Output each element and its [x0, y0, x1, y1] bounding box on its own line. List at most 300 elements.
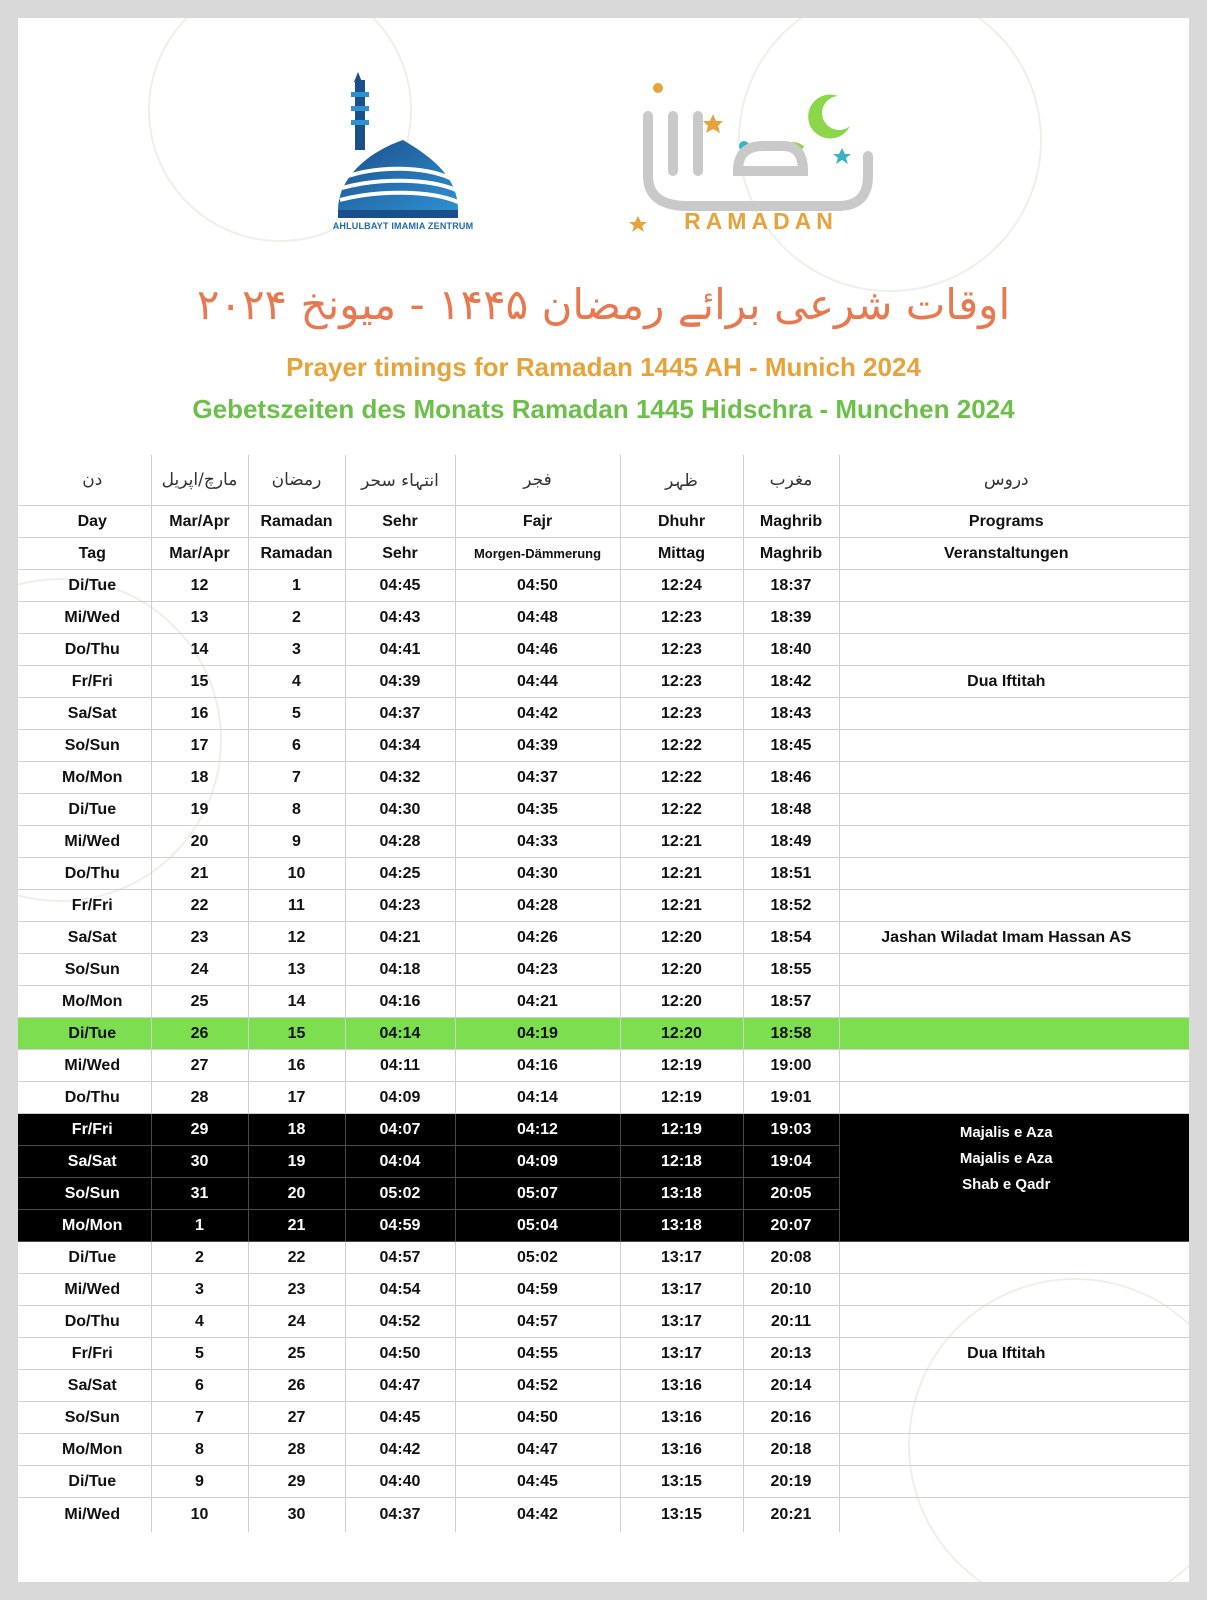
- program-cell: Dua Iftitah: [839, 666, 1189, 698]
- ramadan-cell: 13: [248, 954, 345, 986]
- ramadan-cell: 11: [248, 890, 345, 922]
- program-cell: [839, 858, 1189, 890]
- day-cell: Mi/Wed: [18, 602, 151, 634]
- fajr-cell: 04:42: [455, 1498, 620, 1533]
- dhuhr-cell: 12:23: [620, 666, 743, 698]
- sehr-cell: 04:45: [345, 570, 455, 602]
- mosque-dome-logo: [318, 70, 488, 260]
- dhuhr-cell: 12:18: [620, 1146, 743, 1178]
- program-cell: [839, 1498, 1189, 1533]
- table-row: [18, 1498, 1189, 1533]
- table-row: [18, 570, 1189, 602]
- maghrib-cell: 18:42: [743, 666, 839, 698]
- program-cell: Dua Iftitah: [839, 1338, 1189, 1370]
- program-cell: [839, 602, 1189, 634]
- program-cell: [839, 730, 1189, 762]
- date-cell: 21: [151, 858, 248, 890]
- sehr-cell: 04:57: [345, 1242, 455, 1274]
- maghrib-cell: 18:40: [743, 634, 839, 666]
- date-cell: 3: [151, 1274, 248, 1306]
- dhuhr-cell: 13:17: [620, 1338, 743, 1370]
- header-cell-sehr: Sehr: [345, 538, 455, 570]
- dhuhr-cell: 13:17: [620, 1306, 743, 1338]
- table-row: [18, 1274, 1189, 1306]
- fajr-cell: 04:09: [455, 1146, 620, 1178]
- sehr-cell: 04:14: [345, 1018, 455, 1050]
- dhuhr-cell: 13:18: [620, 1210, 743, 1242]
- ramadan-cell: 6: [248, 730, 345, 762]
- maghrib-cell: 20:10: [743, 1274, 839, 1306]
- table-row: [18, 1434, 1189, 1466]
- date-cell: 25: [151, 986, 248, 1018]
- maghrib-cell: 18:46: [743, 762, 839, 794]
- ramadan-cell: 1: [248, 570, 345, 602]
- ramadan-cell: 7: [248, 762, 345, 794]
- sehr-cell: 04:54: [345, 1274, 455, 1306]
- day-cell: Mi/Wed: [18, 826, 151, 858]
- fajr-cell: 04:42: [455, 698, 620, 730]
- table-row: [18, 1018, 1189, 1050]
- dhuhr-cell: 12:20: [620, 922, 743, 954]
- sehr-cell: 04:59: [345, 1210, 455, 1242]
- header-cell-fajr: Fajr: [455, 506, 620, 538]
- fajr-cell: 04:30: [455, 858, 620, 890]
- header-cell-maghrib: Maghrib: [743, 506, 839, 538]
- sehr-cell: 04:09: [345, 1082, 455, 1114]
- header-cell-date: Mar/Apr: [151, 538, 248, 570]
- logo-caption: AHLULBAYT IMAMIA ZENTRUM: [332, 221, 474, 231]
- program-cell: [839, 1402, 1189, 1434]
- program-cell: [839, 1242, 1189, 1274]
- date-cell: 8: [151, 1434, 248, 1466]
- day-cell: So/Sun: [18, 1402, 151, 1434]
- table-row: [18, 602, 1189, 634]
- table-row: [18, 1114, 1189, 1146]
- program-cell: [839, 890, 1189, 922]
- sehr-cell: 04:50: [345, 1338, 455, 1370]
- table-row: [18, 1082, 1189, 1114]
- header-cell-maghrib: Maghrib: [743, 538, 839, 570]
- dhuhr-cell: 13:15: [620, 1498, 743, 1533]
- sehr-cell: 04:37: [345, 698, 455, 730]
- fajr-cell: 05:02: [455, 1242, 620, 1274]
- day-cell: Mo/Mon: [18, 1434, 151, 1466]
- maghrib-cell: 20:21: [743, 1498, 839, 1533]
- program-item: Majalis e Aza: [959, 1124, 1053, 1141]
- sehr-cell: 04:25: [345, 858, 455, 890]
- header-cell-program: دروس: [839, 455, 1189, 506]
- day-cell: Fr/Fri: [18, 1338, 151, 1370]
- date-cell: 17: [151, 730, 248, 762]
- fajr-cell: 04:28: [455, 890, 620, 922]
- table-row: [18, 1402, 1189, 1434]
- sehr-cell: 04:28: [345, 826, 455, 858]
- sehr-cell: 04:42: [345, 1434, 455, 1466]
- date-cell: 30: [151, 1146, 248, 1178]
- ramadan-cell: 15: [248, 1018, 345, 1050]
- maghrib-cell: 20:16: [743, 1402, 839, 1434]
- dhuhr-cell: 13:16: [620, 1402, 743, 1434]
- date-cell: 12: [151, 570, 248, 602]
- program-cell: [839, 1306, 1189, 1338]
- dhuhr-cell: 13:16: [620, 1370, 743, 1402]
- table-row: [18, 954, 1189, 986]
- program-cell: [839, 698, 1189, 730]
- maghrib-cell: 18:54: [743, 922, 839, 954]
- table-row: [18, 1370, 1189, 1402]
- day-cell: Sa/Sat: [18, 1370, 151, 1402]
- date-cell: 5: [151, 1338, 248, 1370]
- maghrib-cell: 20:08: [743, 1242, 839, 1274]
- maghrib-cell: 18:55: [743, 954, 839, 986]
- maghrib-cell: 18:49: [743, 826, 839, 858]
- program-cell: [839, 634, 1189, 666]
- maghrib-cell: 20:13: [743, 1338, 839, 1370]
- header-cell-day: دن: [18, 455, 151, 506]
- date-cell: 24: [151, 954, 248, 986]
- dhuhr-cell: 13:16: [620, 1434, 743, 1466]
- dhuhr-cell: 13:18: [620, 1178, 743, 1210]
- maghrib-cell: 19:01: [743, 1082, 839, 1114]
- header-cell-fajr: فجر: [455, 455, 620, 506]
- ramadan-cell: 8: [248, 794, 345, 826]
- program-cell: Jashan Wiladat Imam Hassan AS: [839, 922, 1189, 954]
- fajr-cell: 04:52: [455, 1370, 620, 1402]
- header-cell-date: Mar/Apr: [151, 506, 248, 538]
- fajr-cell: 05:07: [455, 1178, 620, 1210]
- day-cell: So/Sun: [18, 954, 151, 986]
- header-cell-fajr: Morgen-Dämmerung: [455, 538, 620, 570]
- date-cell: 18: [151, 762, 248, 794]
- date-cell: 31: [151, 1178, 248, 1210]
- german-title: Gebetszeiten des Monats Ramadan 1445 Hidschra - Munchen 2024: [192, 394, 1015, 424]
- sehr-cell: 04:04: [345, 1146, 455, 1178]
- dhuhr-cell: 12:20: [620, 986, 743, 1018]
- date-cell: 15: [151, 666, 248, 698]
- day-cell: Mi/Wed: [18, 1498, 151, 1533]
- dhuhr-cell: 13:17: [620, 1274, 743, 1306]
- program-item: Shab e Qadr: [962, 1176, 1051, 1193]
- program-item: Majalis e Aza: [959, 1150, 1053, 1167]
- date-cell: 23: [151, 922, 248, 954]
- dhuhr-cell: 12:19: [620, 1050, 743, 1082]
- fajr-cell: 04:37: [455, 762, 620, 794]
- day-cell: Sa/Sat: [18, 698, 151, 730]
- program-cell: [839, 954, 1189, 986]
- day-cell: Fr/Fri: [18, 890, 151, 922]
- sehr-cell: 04:43: [345, 602, 455, 634]
- header-cell-dhuhr: ظہر: [620, 455, 743, 506]
- fajr-cell: 04:33: [455, 826, 620, 858]
- date-cell: 2: [151, 1242, 248, 1274]
- dhuhr-cell: 12:22: [620, 762, 743, 794]
- dhuhr-cell: 12:24: [620, 570, 743, 602]
- maghrib-cell: 18:57: [743, 986, 839, 1018]
- maghrib-cell: 18:37: [743, 570, 839, 602]
- maghrib-cell: 19:00: [743, 1050, 839, 1082]
- table-row: [18, 634, 1189, 666]
- fajr-cell: 04:23: [455, 954, 620, 986]
- ramadan-cell: 19: [248, 1146, 345, 1178]
- table-row: [18, 1050, 1189, 1082]
- fajr-cell: 04:55: [455, 1338, 620, 1370]
- ramadan-cell: 4: [248, 666, 345, 698]
- ramadan-cell: 20: [248, 1178, 345, 1210]
- program-cell: [839, 1466, 1189, 1498]
- sehr-cell: 04:21: [345, 922, 455, 954]
- day-cell: Do/Thu: [18, 858, 151, 890]
- date-cell: 16: [151, 698, 248, 730]
- date-cell: 1: [151, 1210, 248, 1242]
- sehr-cell: 04:07: [345, 1114, 455, 1146]
- day-cell: Sa/Sat: [18, 922, 151, 954]
- table-row: [18, 794, 1189, 826]
- fajr-cell: 04:47: [455, 1434, 620, 1466]
- day-cell: Mo/Mon: [18, 762, 151, 794]
- table-row: [18, 1338, 1189, 1370]
- header-cell-ramadan: رمضان: [248, 455, 345, 506]
- table-row: [18, 826, 1189, 858]
- day-cell: Di/Tue: [18, 1242, 151, 1274]
- dhuhr-cell: 12:23: [620, 634, 743, 666]
- day-cell: Mi/Wed: [18, 1050, 151, 1082]
- header-cell-date: مارچ/اپریل: [151, 455, 248, 506]
- ramadan-cell: 5: [248, 698, 345, 730]
- ramadan-cell: 22: [248, 1242, 345, 1274]
- program-cell: [839, 1082, 1189, 1114]
- fajr-cell: 04:16: [455, 1050, 620, 1082]
- program-cell: [839, 570, 1189, 602]
- program-cell: [839, 1018, 1189, 1050]
- header-cell-maghrib: مغرب: [743, 455, 839, 506]
- header-cell-ramadan: Ramadan: [248, 506, 345, 538]
- header-row-german: [18, 538, 1189, 570]
- table-row: [18, 1306, 1189, 1338]
- maghrib-cell: 20:07: [743, 1210, 839, 1242]
- day-cell: Di/Tue: [18, 1466, 151, 1498]
- table-row: [18, 762, 1189, 794]
- ramadan-cell: 28: [248, 1434, 345, 1466]
- day-cell: Di/Tue: [18, 570, 151, 602]
- dhuhr-cell: 12:21: [620, 826, 743, 858]
- sehr-cell: 04:34: [345, 730, 455, 762]
- dhuhr-cell: 12:19: [620, 1114, 743, 1146]
- maghrib-cell: 19:04: [743, 1146, 839, 1178]
- sehr-cell: 04:23: [345, 890, 455, 922]
- day-cell: So/Sun: [18, 1178, 151, 1210]
- fajr-cell: 04:57: [455, 1306, 620, 1338]
- fajr-cell: 04:12: [455, 1114, 620, 1146]
- header-cell-ramadan: Ramadan: [248, 538, 345, 570]
- prayer-timetable: [18, 455, 1189, 1532]
- sehr-cell: 05:02: [345, 1178, 455, 1210]
- sehr-cell: 04:40: [345, 1466, 455, 1498]
- ramadan-cell: 24: [248, 1306, 345, 1338]
- header-row-urdu: [18, 455, 1189, 506]
- ramadan-cell: 18: [248, 1114, 345, 1146]
- day-cell: So/Sun: [18, 730, 151, 762]
- maghrib-cell: 20:18: [743, 1434, 839, 1466]
- dhuhr-cell: 12:22: [620, 730, 743, 762]
- sehr-cell: 04:11: [345, 1050, 455, 1082]
- date-cell: 7: [151, 1402, 248, 1434]
- table-row: [18, 858, 1189, 890]
- fajr-cell: 04:21: [455, 986, 620, 1018]
- maghrib-cell: 19:03: [743, 1114, 839, 1146]
- day-cell: Mi/Wed: [18, 1274, 151, 1306]
- maghrib-cell: 18:48: [743, 794, 839, 826]
- date-cell: 6: [151, 1370, 248, 1402]
- day-cell: Do/Thu: [18, 634, 151, 666]
- ramadan-cell: 14: [248, 986, 345, 1018]
- ramadan-cell: 30: [248, 1498, 345, 1533]
- dhuhr-cell: 12:23: [620, 602, 743, 634]
- date-cell: 4: [151, 1306, 248, 1338]
- dhuhr-cell: 12:20: [620, 1018, 743, 1050]
- table-row: [18, 698, 1189, 730]
- fajr-cell: 04:19: [455, 1018, 620, 1050]
- ramadan-cell: 16: [248, 1050, 345, 1082]
- day-cell: Do/Thu: [18, 1306, 151, 1338]
- timetable-sheet: [18, 18, 1189, 1582]
- fajr-cell: 04:39: [455, 730, 620, 762]
- ramadan-cell: 29: [248, 1466, 345, 1498]
- sehr-cell: 04:37: [345, 1498, 455, 1533]
- header-cell-program: Programs: [839, 506, 1189, 538]
- urdu-title: اوقات شرعی برائے رمضان ۱۴۴۵ - میونخ ۲۰۲۴: [196, 280, 1011, 329]
- maghrib-cell: 20:05: [743, 1178, 839, 1210]
- program-cell-block: [839, 1114, 1189, 1242]
- sehr-cell: 04:39: [345, 666, 455, 698]
- fajr-cell: 04:35: [455, 794, 620, 826]
- program-cell: [839, 1050, 1189, 1082]
- dhuhr-cell: 13:15: [620, 1466, 743, 1498]
- ramadan-cell: 27: [248, 1402, 345, 1434]
- fajr-cell: 04:26: [455, 922, 620, 954]
- date-cell: 26: [151, 1018, 248, 1050]
- header-cell-sehr: Sehr: [345, 506, 455, 538]
- table-row: [18, 730, 1189, 762]
- program-cell: [839, 1434, 1189, 1466]
- maghrib-cell: 18:43: [743, 698, 839, 730]
- fajr-cell: 05:04: [455, 1210, 620, 1242]
- ramadan-cell: 25: [248, 1338, 345, 1370]
- date-cell: 14: [151, 634, 248, 666]
- date-cell: 19: [151, 794, 248, 826]
- fajr-cell: 04:46: [455, 634, 620, 666]
- ramadan-cell: 23: [248, 1274, 345, 1306]
- program-cell: [839, 826, 1189, 858]
- ramadan-cell: 9: [248, 826, 345, 858]
- maghrib-cell: 18:52: [743, 890, 839, 922]
- sehr-cell: 04:47: [345, 1370, 455, 1402]
- dhuhr-cell: 12:23: [620, 698, 743, 730]
- day-cell: Di/Tue: [18, 1018, 151, 1050]
- table-row: [18, 922, 1189, 954]
- sehr-cell: 04:18: [345, 954, 455, 986]
- fajr-cell: 04:50: [455, 570, 620, 602]
- fajr-cell: 04:48: [455, 602, 620, 634]
- maghrib-cell: 18:51: [743, 858, 839, 890]
- dhuhr-cell: 12:22: [620, 794, 743, 826]
- day-cell: Do/Thu: [18, 1082, 151, 1114]
- ramadan-calligraphy-logo: [618, 66, 888, 266]
- ramadan-cell: 3: [248, 634, 345, 666]
- date-cell: 27: [151, 1050, 248, 1082]
- sehr-cell: 04:52: [345, 1306, 455, 1338]
- table-row: [18, 1466, 1189, 1498]
- sehr-cell: 04:41: [345, 634, 455, 666]
- day-cell: Sa/Sat: [18, 1146, 151, 1178]
- program-cell: [839, 986, 1189, 1018]
- header-cell-day: Day: [18, 506, 151, 538]
- header-cell-sehr: انتہاء سحر: [345, 455, 455, 506]
- english-title: Prayer timings for Ramadan 1445 AH - Munich 2024: [286, 352, 921, 382]
- ramadan-cell: 21: [248, 1210, 345, 1242]
- maghrib-cell: 18:58: [743, 1018, 839, 1050]
- dhuhr-cell: 12:20: [620, 954, 743, 986]
- fajr-cell: 04:14: [455, 1082, 620, 1114]
- dhuhr-cell: 12:19: [620, 1082, 743, 1114]
- header-cell-day: Tag: [18, 538, 151, 570]
- date-cell: 29: [151, 1114, 248, 1146]
- fajr-cell: 04:44: [455, 666, 620, 698]
- table-row: [18, 1242, 1189, 1274]
- sehr-cell: 04:16: [345, 986, 455, 1018]
- table-row: [18, 986, 1189, 1018]
- ramadan-cell: 12: [248, 922, 345, 954]
- dhuhr-cell: 12:21: [620, 858, 743, 890]
- program-cell: [839, 1274, 1189, 1306]
- maghrib-cell: 20:14: [743, 1370, 839, 1402]
- sehr-cell: 04:45: [345, 1402, 455, 1434]
- dhuhr-cell: 12:21: [620, 890, 743, 922]
- fajr-cell: 04:59: [455, 1274, 620, 1306]
- fajr-cell: 04:50: [455, 1402, 620, 1434]
- date-cell: 28: [151, 1082, 248, 1114]
- ramadan-cell: 17: [248, 1082, 345, 1114]
- day-cell: Mo/Mon: [18, 1210, 151, 1242]
- logo-wordmark: RAMADAN: [684, 208, 838, 234]
- date-cell: 22: [151, 890, 248, 922]
- date-cell: 13: [151, 602, 248, 634]
- sehr-cell: 04:32: [345, 762, 455, 794]
- program-cell: [839, 1370, 1189, 1402]
- day-cell: Fr/Fri: [18, 1114, 151, 1146]
- header-row-english: [18, 506, 1189, 538]
- maghrib-cell: 20:19: [743, 1466, 839, 1498]
- date-cell: 20: [151, 826, 248, 858]
- day-cell: Mo/Mon: [18, 986, 151, 1018]
- day-cell: Fr/Fri: [18, 666, 151, 698]
- table-row: [18, 890, 1189, 922]
- date-cell: 9: [151, 1466, 248, 1498]
- header-cell-dhuhr: Mittag: [620, 538, 743, 570]
- ramadan-cell: 10: [248, 858, 345, 890]
- day-cell: Di/Tue: [18, 794, 151, 826]
- maghrib-cell: 20:11: [743, 1306, 839, 1338]
- program-cell: [839, 794, 1189, 826]
- maghrib-cell: 18:39: [743, 602, 839, 634]
- ramadan-cell: 2: [248, 602, 345, 634]
- fajr-cell: 04:45: [455, 1466, 620, 1498]
- ramadan-cell: 26: [248, 1370, 345, 1402]
- maghrib-cell: 18:45: [743, 730, 839, 762]
- header-cell-dhuhr: Dhuhr: [620, 506, 743, 538]
- program-cell: [839, 762, 1189, 794]
- dhuhr-cell: 13:17: [620, 1242, 743, 1274]
- sehr-cell: 04:30: [345, 794, 455, 826]
